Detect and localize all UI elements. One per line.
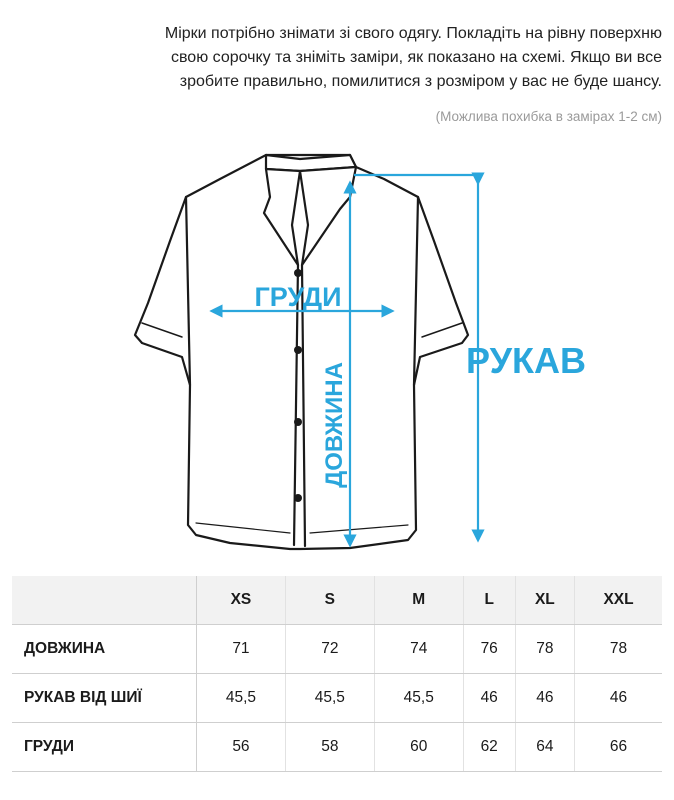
shirt-measurement-diagram bbox=[0, 135, 674, 565]
intro-line-1: Мірки потрібно знімати зі свого одягу. Покладіть на рівну поверхню bbox=[164, 25, 662, 42]
length-label: ДОВЖИНА bbox=[321, 362, 348, 488]
table-cell: 60 bbox=[374, 723, 463, 772]
size-l: L bbox=[463, 576, 515, 625]
table-cell: 58 bbox=[285, 723, 374, 772]
measurement-note: (Можлива похибка в замірах 1-2 см) bbox=[435, 109, 662, 124]
chest-label: ГРУДИ bbox=[254, 282, 342, 312]
table-cell: 45,5 bbox=[374, 674, 463, 723]
table-cell: 46 bbox=[575, 674, 662, 723]
table-cell: 64 bbox=[515, 723, 574, 772]
table-cell: 76 bbox=[463, 625, 515, 674]
sleeve-label: РУКАВ bbox=[466, 340, 586, 381]
table-cell: 46 bbox=[515, 674, 574, 723]
intro-text bbox=[22, 22, 662, 94]
table-cell: 66 bbox=[575, 723, 662, 772]
table-cell: 74 bbox=[374, 625, 463, 674]
table-cell: 62 bbox=[463, 723, 515, 772]
table-cell: 78 bbox=[575, 625, 662, 674]
button-dot bbox=[294, 269, 302, 277]
button-dot bbox=[294, 418, 302, 426]
intro-line-3: зробите правильно, помилитися з розміром у вас не буде шансу. bbox=[179, 73, 662, 90]
table-corner-cell bbox=[12, 576, 197, 625]
size-header-row bbox=[12, 576, 662, 625]
size-xxl: XXL bbox=[575, 576, 662, 625]
table-cell: 72 bbox=[285, 625, 374, 674]
table-cell: 45,5 bbox=[285, 674, 374, 723]
size-m: M bbox=[374, 576, 463, 625]
table-cell: 46 bbox=[463, 674, 515, 723]
table-row bbox=[12, 625, 662, 674]
row-label-length: ДОВЖИНА bbox=[12, 625, 197, 674]
table-row bbox=[12, 674, 662, 723]
table-cell: 71 bbox=[197, 625, 286, 674]
row-label-sleeve: РУКАВ ВІД ШИЇ bbox=[12, 674, 197, 723]
size-xs: XS bbox=[197, 576, 286, 625]
button-dot bbox=[294, 346, 302, 354]
table-cell: 56 bbox=[197, 723, 286, 772]
table-row bbox=[12, 723, 662, 772]
size-xl: XL bbox=[515, 576, 574, 625]
table-cell: 45,5 bbox=[197, 674, 286, 723]
button-dot bbox=[294, 494, 302, 502]
size-s: S bbox=[285, 576, 374, 625]
row-label-chest: ГРУДИ bbox=[12, 723, 197, 772]
shirt-outline bbox=[135, 155, 468, 549]
shirt-diagram-svg bbox=[0, 135, 674, 565]
intro-line-2: свою сорочку та зніміть заміри, як показано на схемі. Якщо ви все bbox=[170, 49, 662, 66]
size-chart-table bbox=[12, 576, 662, 772]
table-cell: 78 bbox=[515, 625, 574, 674]
